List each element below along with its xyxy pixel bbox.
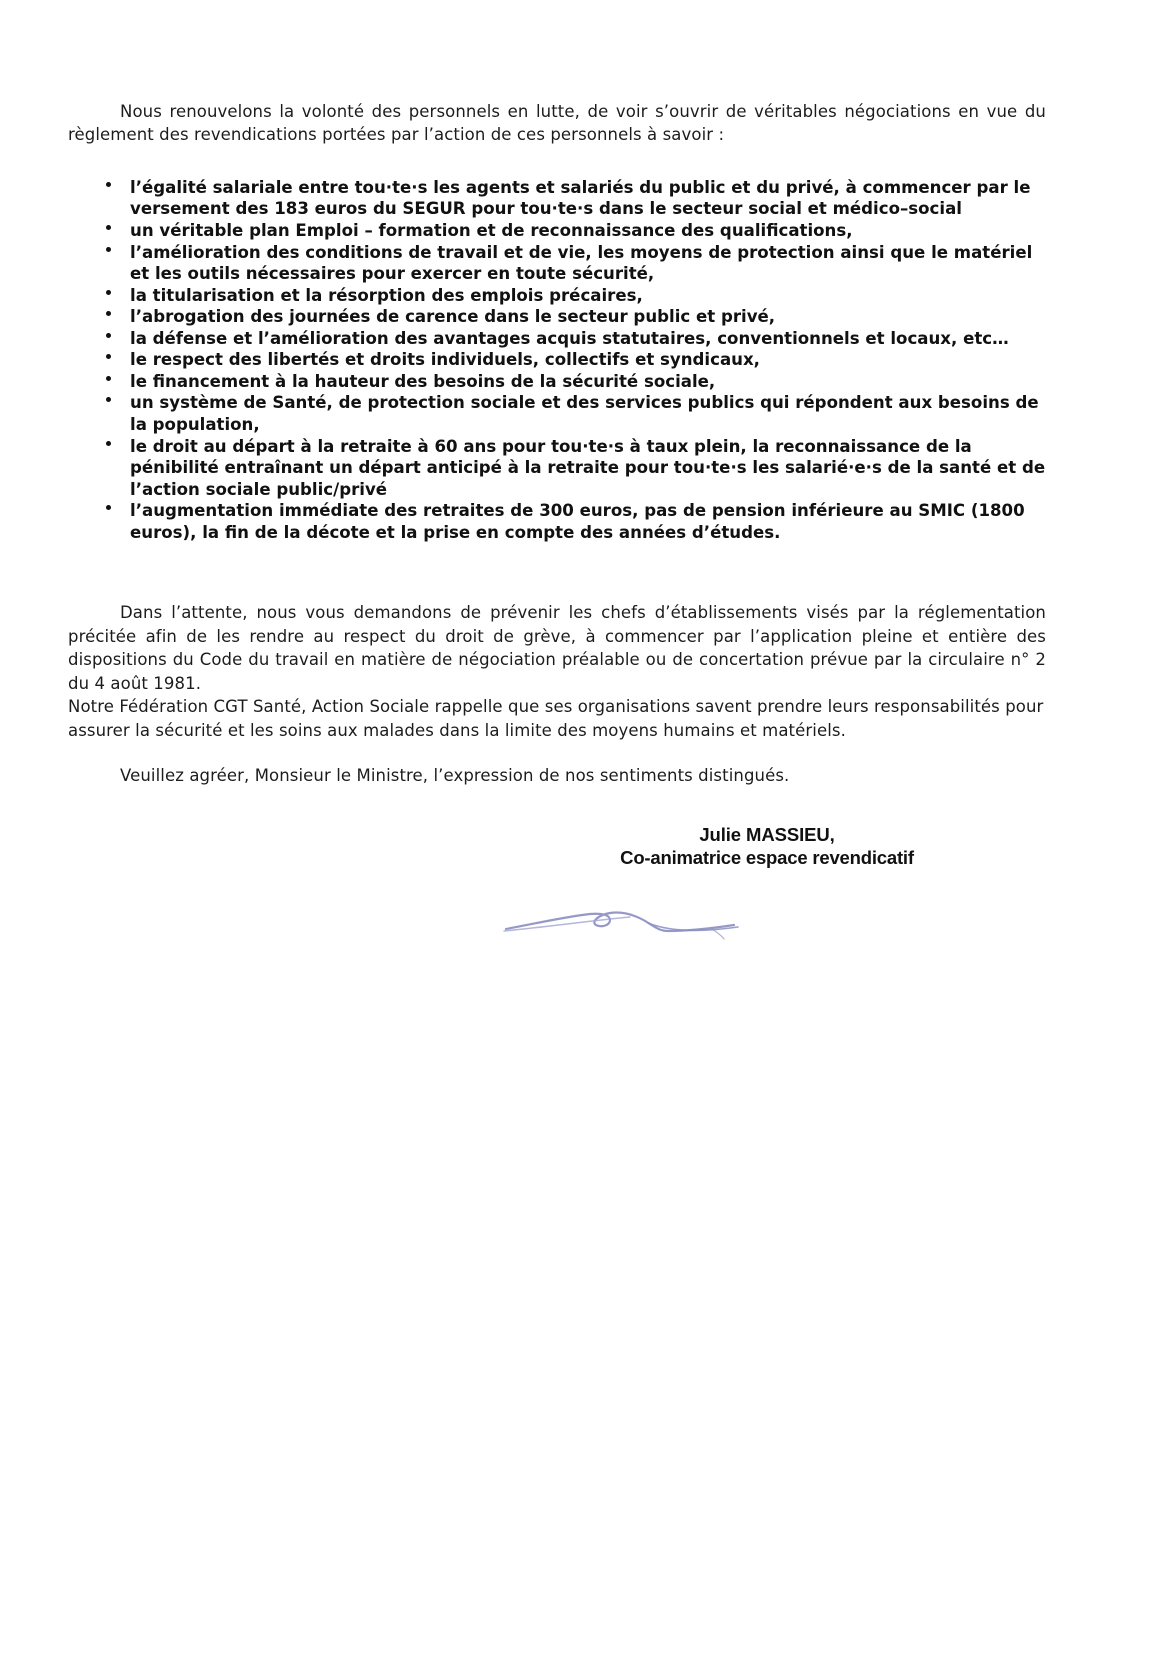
list-item-text: le financement à la hauteur des besoins de la sécurité sociale,: [130, 371, 716, 391]
document-body: [68, 100, 1046, 963]
closing-paragraph-2: [68, 695, 1046, 742]
signatory-name: Julie MASSIEU,: [699, 824, 835, 846]
signature-icon: [498, 883, 758, 953]
list-item-text: un véritable plan Emploi – formation et de reconnaissance des qualifications,: [130, 220, 853, 240]
bullet-icon: [106, 247, 111, 252]
list-item-text: le droit au départ à la retraite à 60 ans pour tou·te·s à taux plein, la reconnaissance de la pénibilité entraînant un départ anticipé à la retraite pour tou·te·s les salarié·e·s de la santé et de l’action sociale public/privé: [130, 436, 1046, 499]
list-item: [68, 500, 1046, 543]
list-item: [68, 306, 1046, 328]
bullet-icon: [106, 354, 111, 359]
list-item-text: la défense et l’amélioration des avantages acquis statutaires, conventionnels et locaux, etc…: [130, 328, 1009, 348]
list-item: [68, 177, 1046, 220]
list-item-text: l’augmentation immédiate des retraites de 300 euros, pas de pension inférieure au SMIC (1800 euros), la fin de la décote et la prise en compte des années d’études.: [130, 501, 1025, 542]
bullet-icon: [106, 333, 111, 338]
list-item: [68, 392, 1046, 435]
list-item: [68, 436, 1046, 501]
demands-list: [68, 177, 1046, 544]
handwritten-signature: [68, 883, 1046, 963]
closing-paragraph-2-text: Notre Fédération CGT Santé, Action Sociale rappelle que ses organisations savent prendre leurs responsabilités pour assurer la sécurité et les soins aux malades dans la limite des moyens humains et matériels.: [68, 697, 1044, 740]
list-item: [68, 349, 1046, 371]
list-item-text: l’amélioration des conditions de travail et de vie, les moyens de protection ainsi que le matériel et les outils nécessaires pour exercer en toute sécurité,: [130, 242, 1033, 284]
list-item-text: la titularisation et la résorption des emplois précaires,: [130, 285, 643, 305]
intro-paragraph: [68, 100, 1046, 147]
bullet-icon: [106, 397, 111, 402]
closing-paragraph-1-text: Dans l’attente, nous vous demandons de prévenir les chefs d’établissements visés par la réglementation précitée afin de les rendre au respect du droit de grève, à commencer par l’application pleine et entière des dispositions du Code du travail en matière de négociation préalable ou de concertation prévue par la circulaire n° 2 du 4 août 1981.: [68, 603, 1046, 693]
list-item-text: l’abrogation des journées de carence dans le secteur public et privé,: [130, 307, 776, 327]
list-item: [68, 371, 1046, 393]
signature-block: [68, 823, 1046, 870]
list-item: [68, 328, 1046, 350]
signatory-role: Co-animatrice espace revendicatif: [620, 847, 914, 869]
bullet-icon: [106, 376, 111, 381]
list-item: [68, 285, 1046, 307]
list-item: [68, 220, 1046, 242]
intro-paragraph-text: Nous renouvelons la volonté des personnels en lutte, de voir s’ouvrir de véritables négociations en vue du règlement des revendications portées par l’action de ces personnels à savoir :: [68, 102, 1046, 145]
spacer: [68, 147, 1046, 177]
list-item-text: l’égalité salariale entre tou·te·s les agents et salariés du public et du privé, à commencer par le versement des 183 euros du SEGUR pour tou·te·s dans le secteur social et médico–social: [130, 177, 1031, 219]
bullet-icon: [106, 505, 111, 510]
list-item: [68, 242, 1046, 285]
closing-paragraph-3-text: Veuillez agréer, Monsieur le Ministre, l’expression de nos sentiments distingués.: [120, 765, 790, 785]
closing-paragraph-1: [68, 601, 1046, 695]
closing-paragraph-3: [68, 764, 1046, 787]
spacer: [68, 543, 1046, 601]
bullet-icon: [106, 441, 111, 446]
bullet-icon: [106, 182, 111, 187]
bullet-icon: [106, 225, 111, 230]
bullet-icon: [106, 311, 111, 316]
list-item-text: le respect des libertés et droits individuels, collectifs et syndicaux,: [130, 350, 760, 370]
bullet-icon: [106, 290, 111, 295]
list-item-text: un système de Santé, de protection sociale et des services publics qui répondent aux besoins de la population,: [130, 393, 1039, 435]
spacer: [68, 742, 1046, 764]
